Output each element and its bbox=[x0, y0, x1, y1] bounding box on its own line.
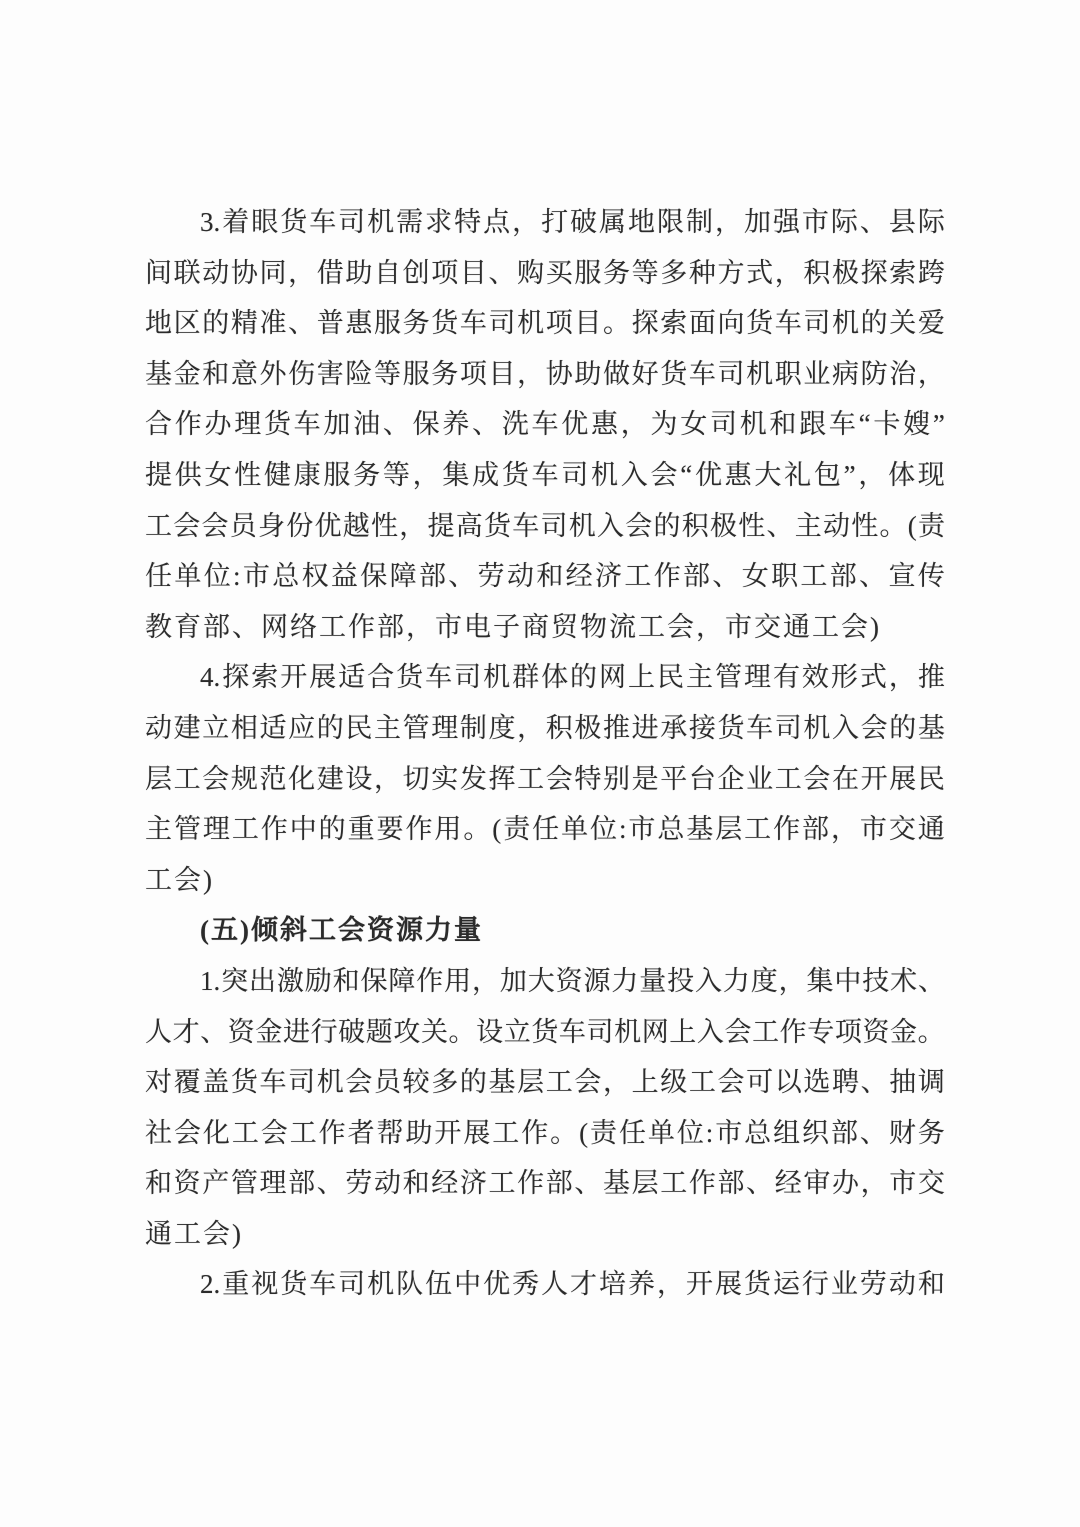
text-line: 任 单 位 : 市 总 权 益 保 障 部 、 劳 动 和 经 济 工 作 部 、 女 职 工 部 、 宣 传 bbox=[145, 561, 945, 592]
text-line: 2. 重 视 货 车 司 机 队 伍 中 优 秀 人 才 培 养 ， 开 展 货 运 行 业 劳 动 和 bbox=[200, 1269, 945, 1300]
text-line: 层 工 会 规 范 化 建 设 ， 切 实 发 挥 工 会 特 别 是 平 台 企 业 工 会 在 开 展 民 bbox=[145, 763, 945, 794]
section-heading: (五)倾斜工会资源力量 bbox=[200, 915, 483, 946]
text-line: 间 联 动 协 同 ， 借 助 自 创 项 目 、 购 买 服 务 等 多 种 方 式 ， 积 极 探 索 跨 bbox=[145, 257, 945, 288]
text-line: 4. 探 索 开 展 适 合 货 车 司 机 群 体 的 网 上 民 主 管 理 有 效 形 式 ， 推 bbox=[200, 662, 945, 693]
text-line: 和 资 产 管 理 部 、 劳 动 和 经 济 工 作 部 、 基 层 工 作 部 、 经 审 办 ， 市 交 bbox=[145, 1168, 945, 1199]
text-line: 动 建 立 相 适 应 的 民 主 管 理 制 度 ， 积 极 推 进 承 接 货 车 司 机 入 会 的 基 bbox=[145, 712, 945, 743]
text-line: 人 才 、 资 金 进 行 破 题 攻 关 。 设 立 货 车 司 机 网 上 入 会 工 作 专 项 资 金 。 bbox=[145, 1016, 945, 1047]
text-line: 主 管 理 工 作 中 的 重 要 作 用 。 ( 责 任 单 位 : 市 总 基 层 工 作 部 ， 市 交 通 bbox=[145, 814, 945, 845]
text-line: 提 供 女 性 健 康 服 务 等 ， 集 成 货 车 司 机 入 会 “ 优 惠 大 礼 包 ” ， 体 现 bbox=[145, 459, 945, 490]
text-line: 3. 着 眼 货 车 司 机 需 求 特 点 ， 打 破 属 地 限 制 ， 加 强 市 际 、 县 际 bbox=[200, 207, 945, 237]
text-line: 1. 突 出 激 励 和 保 障 作 用 ， 加 大 资 源 力 量 投 入 力 度 ， 集 中 技 术 、 bbox=[200, 965, 945, 996]
text-line: 对 覆 盖 货 车 司 机 会 员 较 多 的 基 层 工 会 ， 上 级 工 会 可 以 选 聘 、 抽 调 bbox=[145, 1067, 945, 1098]
text-line: 基 金 和 意 外 伤 害 险 等 服 务 项 目 ， 协 助 做 好 货 车 司 机 职 业 病 防 治 ， bbox=[145, 358, 945, 389]
text-line: 工 会 会 员 身 份 优 越 性 ， 提 高 货 车 司 机 入 会 的 积 极 性 、 主 动 性 。 ( 责 bbox=[145, 510, 945, 541]
text-line: 社 会 化 工 会 工 作 者 帮 助 开 展 工 作 。 ( 责 任 单 位 : 市 总 组 织 部 、 财 务 bbox=[145, 1117, 945, 1148]
text-line: 合 作 办 理 货 车 加 油 、 保 养 、 洗 车 优 惠 ， 为 女 司 机 和 跟 车 “ 卡 嫂 ” bbox=[145, 409, 945, 440]
text-line: 工会) bbox=[145, 864, 214, 895]
text-line: 通工会) bbox=[145, 1218, 243, 1249]
document-body bbox=[145, 197, 945, 1310]
text-line: 地 区 的 精 准 、 普 惠 服 务 货 车 司 机 项 目 。 探 索 面 向 货 车 司 机 的 关 爱 bbox=[145, 308, 945, 339]
text-line: 教育部、网络工作部，市电子商贸物流工会，市交通工会) bbox=[145, 611, 881, 642]
